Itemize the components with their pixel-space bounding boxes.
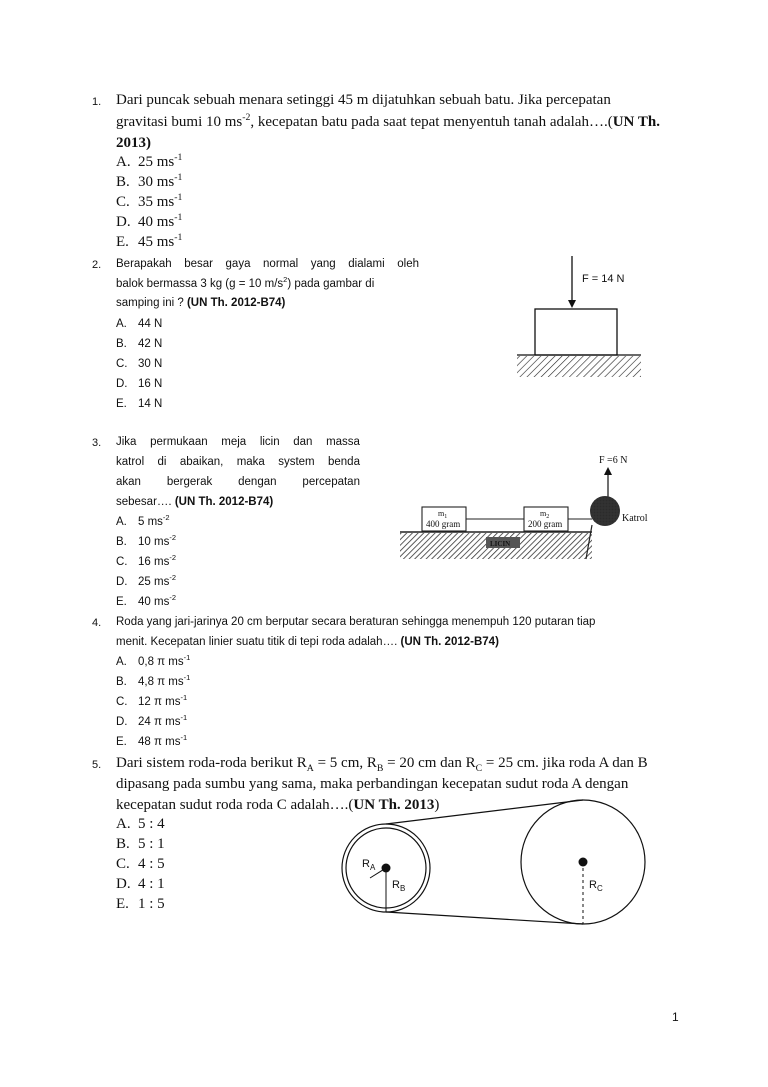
word: benda xyxy=(327,456,360,468)
word: dengan xyxy=(238,476,277,488)
mass-2-value: 200 gram xyxy=(528,519,563,529)
word: Jika xyxy=(116,436,137,448)
question-text-line xyxy=(116,436,360,448)
question-number: 5. xyxy=(92,759,102,771)
mass-2-label: $m_2$ xyxy=(540,509,550,520)
answer-option: C. 35 $ms^{-1}$ xyxy=(116,192,183,210)
word: akan xyxy=(116,476,141,488)
word: besar xyxy=(184,258,213,270)
question-text-line: 2013) xyxy=(116,135,151,151)
question-text-line: Dari sistem roda-roda berikut $R_A = 5$ cm, $R_B = 20$ cm dan $R_C = 25$ cm. jika roda A dan B xyxy=(116,755,648,774)
answer-option: E. 48 π $ms^{-1}$ xyxy=(116,733,188,748)
force-arrow-head xyxy=(568,300,576,308)
question-text-line xyxy=(116,476,360,488)
answer-option: D. 4 : 1 xyxy=(116,876,165,892)
question-text-line: samping ini ? (UN Th. 2012-B74) xyxy=(116,297,286,309)
answer-option: A. 0,8 π $ms^{-1}$ xyxy=(116,653,191,668)
question-text-line xyxy=(116,456,360,468)
answer-option: D. 40 $ms^{-1}$ xyxy=(116,212,183,230)
word: massa xyxy=(326,436,360,448)
word: maka xyxy=(236,456,265,468)
word: licin xyxy=(259,436,280,448)
word: percepatan xyxy=(302,476,360,488)
radius-c-label: $R_C$ xyxy=(589,879,603,893)
figure-pulley-system xyxy=(398,445,658,565)
question-text-line: menit. Kecepatan linier suatu titik di tepi roda adalah…. (UN Th. 2012-B74) xyxy=(116,636,499,648)
question-text-line: Roda yang jari-jarinya 20 cm berputar secara beraturan sehingga menempuh 120 putaran tiap xyxy=(116,616,596,628)
radius-b-label: $R_B$ xyxy=(392,879,406,893)
answer-option: C. 12 π $ms^{-1}$ xyxy=(116,693,188,708)
answer-option: C. 4 : 5 xyxy=(116,856,165,872)
question-number: 3. xyxy=(92,437,102,449)
mass-1-value: 400 gram xyxy=(426,519,461,529)
ground-hatch xyxy=(517,356,641,377)
question-text-line: dipasang pada sumbu yang sama, maka perbandingan kecepatan sudut roda A dengan xyxy=(116,776,629,792)
word: system xyxy=(278,456,315,468)
page-number: 1 xyxy=(672,1010,679,1024)
question-text-line: Dari puncak sebuah menara setinggi 45 m dijatuhkan sebuah batu. Jika percepatan xyxy=(116,92,611,108)
question-text-line xyxy=(116,258,419,270)
answer-option: A. 5 $ms^{-2}$ xyxy=(116,513,170,528)
question-number: 2. xyxy=(92,259,102,271)
word: meja xyxy=(221,436,247,448)
answer-option: E. 1 : 5 xyxy=(116,896,165,912)
answer-option: B. 4,8 π $ms^{-1}$ xyxy=(116,673,191,688)
figure-block-on-surface xyxy=(505,250,650,385)
word: gaya xyxy=(225,258,251,270)
question-text-line: kecepatan sudut roda roda C adalah….(UN Th. 2013) xyxy=(116,797,440,813)
word: di xyxy=(157,456,167,468)
word: normal xyxy=(263,258,299,270)
belt-top xyxy=(386,800,583,824)
word: dan xyxy=(293,436,313,448)
word: yang xyxy=(310,258,336,270)
question-text-line: gravitasi bumi 10 $ms^{-2}$, kecepatan batu pada saat tepat menyentuh tanah adalah….(UN Th. xyxy=(116,112,660,130)
question-number: 1. xyxy=(92,96,102,108)
block xyxy=(535,309,617,355)
answer-option: E. 40 $ms^{-2}$ xyxy=(116,593,176,608)
answer-option: B. 5 : 1 xyxy=(116,836,165,852)
pulley-label: Katrol xyxy=(622,513,648,524)
surface-label: LICIN xyxy=(490,540,511,548)
word: oleh xyxy=(397,258,419,270)
answer-option: B. 30 $ms^{-1}$ xyxy=(116,172,183,190)
question-text-line: sebesar…. (UN Th. 2012-B74) xyxy=(116,496,274,508)
answer-option: D. 25 $ms^{-2}$ xyxy=(116,573,176,588)
question-text-line: balok bermassa 3 kg (g = 10 $m/s^2$) pada gambar di xyxy=(116,275,375,290)
answer-option: E. 45 $ms^{-1}$ xyxy=(116,232,183,250)
word: abaikan, xyxy=(179,456,224,468)
word: katrol xyxy=(116,456,145,468)
figure-wheel-system xyxy=(340,800,670,935)
word: Berapakah xyxy=(116,258,172,270)
question-number: 4. xyxy=(92,617,102,629)
answer-option: D. 24 π $ms^{-1}$ xyxy=(116,713,188,728)
mass-1-label: $m_1$ xyxy=(438,509,448,520)
answer-option: A. 44 N xyxy=(116,318,163,330)
force-label: F = 14 N xyxy=(582,273,625,285)
word: bergerak xyxy=(166,476,213,488)
answer-option: B. 10 $ms^{-2}$ xyxy=(116,533,176,548)
answer-option: B. 42 N xyxy=(116,338,163,350)
answer-option: A. 25 $ms^{-1}$ xyxy=(116,152,183,170)
answer-option: D. 16 N xyxy=(116,378,163,390)
belt-bottom xyxy=(386,912,583,924)
word: dialami xyxy=(348,258,385,270)
word: permukaan xyxy=(150,436,208,448)
answer-option: E. 14 N xyxy=(116,398,163,410)
pull-force-label: F =6 N xyxy=(599,455,628,466)
pull-force-arrow-head xyxy=(604,467,612,475)
answer-option: C. 16 $ms^{-2}$ xyxy=(116,553,176,568)
pulley-texture xyxy=(590,496,620,526)
answer-option: C. 30 N xyxy=(116,358,163,370)
radius-a-label: $R_A$ xyxy=(362,858,376,872)
answer-option: A. 5 : 4 xyxy=(116,816,165,832)
